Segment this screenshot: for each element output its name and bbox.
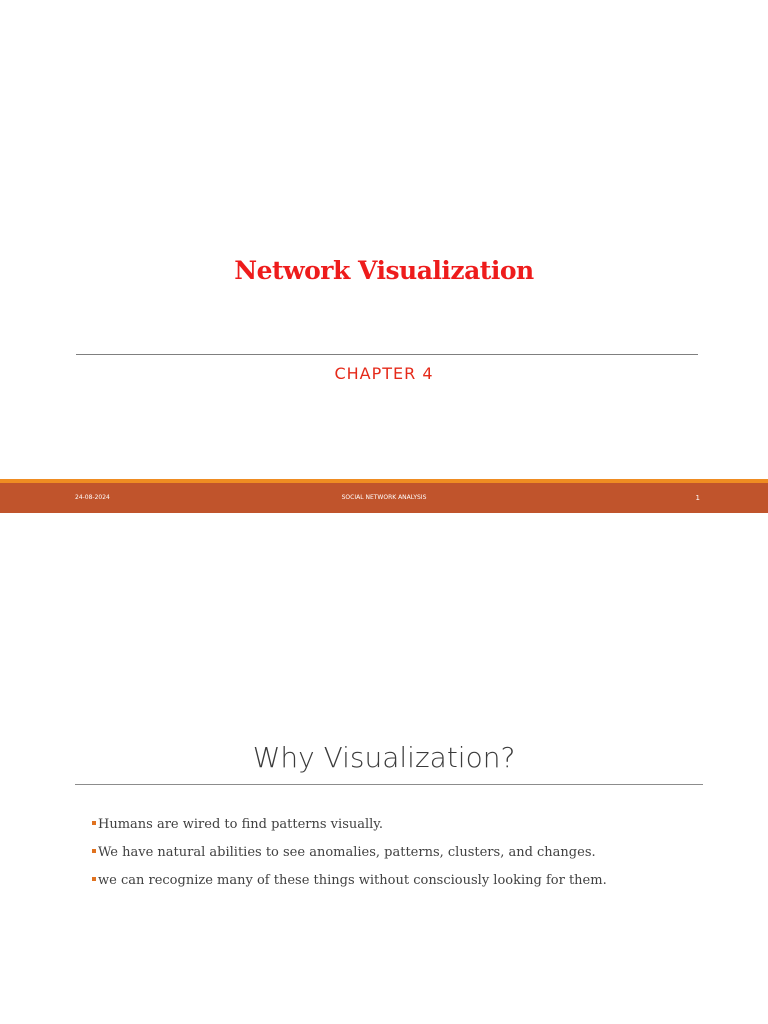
footer-page-number: 1 [695, 494, 700, 502]
slide-title: Why Visualization? [252, 741, 516, 774]
slide-footer [0, 483, 768, 513]
slide-subtitle: CHAPTER 4 [334, 364, 434, 383]
list-item-text: We have natural abilities to see anomalies, patterns, clusters, and changes. [98, 845, 596, 860]
square-bullet-icon [92, 821, 96, 825]
slide-2 [0, 513, 768, 1024]
square-bullet-icon [92, 849, 96, 853]
title-divider [76, 354, 698, 355]
square-bullet-icon [92, 877, 96, 881]
list-item [92, 817, 607, 845]
title-divider [75, 784, 703, 785]
footer-title: SOCIAL NETWORK ANALYSIS [341, 494, 427, 501]
list-item-text: Humans are wired to find patterns visually. [98, 817, 384, 832]
list-item-text: we can recognize many of these things without consciously looking for them. [98, 873, 607, 888]
bullet-list [92, 817, 607, 901]
slide-title: Network Visualization [234, 256, 534, 285]
footer-date: 24-08-2024 [75, 494, 110, 501]
list-item [92, 845, 607, 873]
list-item [92, 873, 607, 901]
